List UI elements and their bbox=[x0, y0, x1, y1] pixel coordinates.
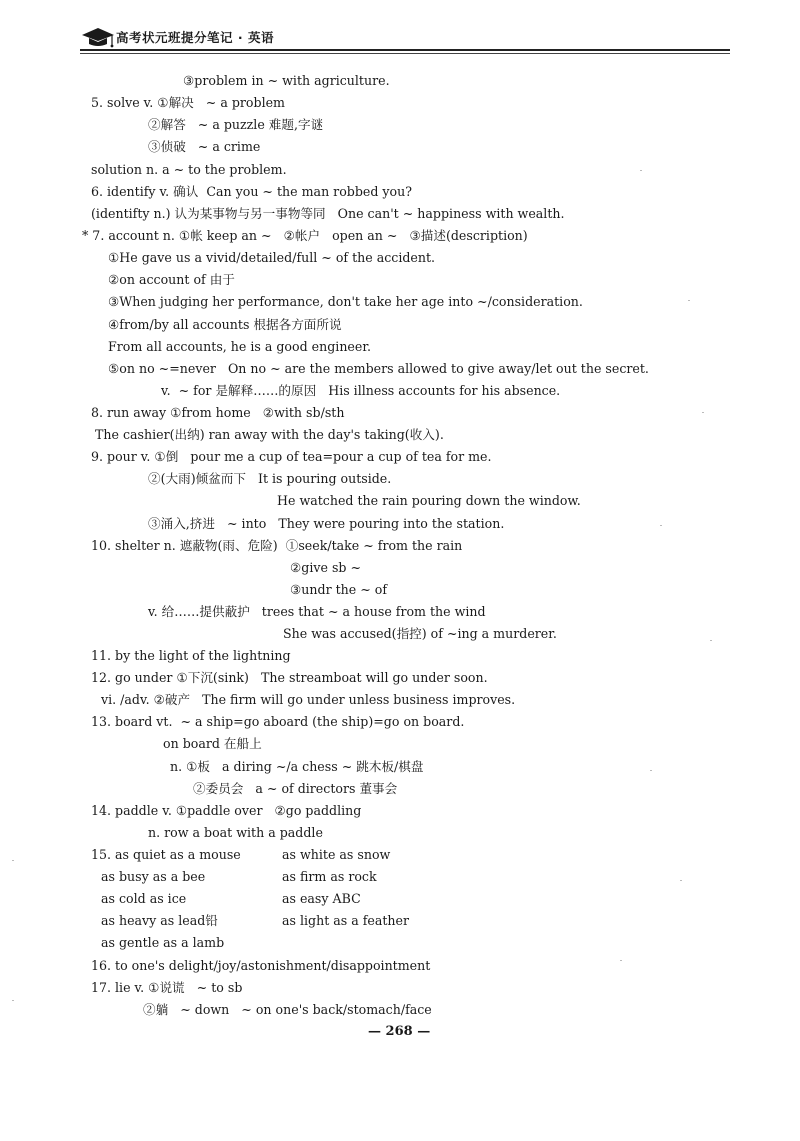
scan-speck bbox=[12, 860, 14, 861]
text-line: as light as a feather bbox=[282, 913, 410, 928]
scan-speck bbox=[660, 525, 662, 526]
text-line: ②on account of 由于 bbox=[108, 272, 235, 287]
page-number: — 268 — bbox=[368, 1024, 431, 1039]
entry-heading: 14. paddle v. ①paddle over ②go paddling bbox=[91, 803, 362, 818]
text-line: as easy ABC bbox=[282, 891, 361, 906]
text-line: ③problem in ~ with agriculture. bbox=[183, 73, 390, 88]
header-rule bbox=[80, 49, 730, 51]
text-line: (identifty n.) 认为某事物与另一事物等同 One can't ~ happiness with wealth. bbox=[91, 206, 565, 221]
text-line: n. ①板 a diring ~/a chess ~ 跳木板/棋盘 bbox=[170, 759, 424, 774]
text-line: ②解答 ~ a puzzle 难题,字谜 bbox=[148, 117, 324, 132]
text-line: vi. /adv. ②破产 The firm will go under unless business improves. bbox=[101, 692, 516, 707]
text-line: as heavy as lead铅 bbox=[101, 913, 218, 928]
scan-speck bbox=[640, 170, 642, 171]
text-line: ③undr the ~ of bbox=[290, 582, 388, 597]
text-line: The cashier(出纳) ran away with the day's taking(收入). bbox=[95, 427, 444, 442]
graduation-cap-icon bbox=[80, 26, 116, 48]
page-header bbox=[70, 22, 730, 52]
text-line: as busy as a bee bbox=[101, 869, 206, 884]
text-line: ②躺 ~ down ~ on one's back/stomach/face bbox=[143, 1002, 432, 1017]
text-line: ⑤on no ~=never On no ~ are the members allowed to give away/let out the secret. bbox=[108, 361, 649, 376]
scan-speck bbox=[12, 1000, 14, 1001]
entry-heading: 11. by the light of the lightning bbox=[91, 648, 291, 663]
header-title: 高考状元班提分笔记 · 英语 bbox=[116, 30, 274, 45]
text-line: She was accused(指控) of ~ing a murderer. bbox=[283, 626, 557, 641]
scan-speck bbox=[680, 880, 682, 881]
scan-speck bbox=[688, 300, 690, 301]
entry-heading: 13. board vt. ~ a ship=go aboard (the ship)=go on board. bbox=[91, 714, 465, 729]
text-line: ③When judging her performance, don't take her age into ~/consideration. bbox=[108, 294, 583, 309]
entry-heading: 16. to one's delight/joy/astonishment/disappointment bbox=[91, 958, 431, 973]
entry-heading: * 7. account n. ①帐 keep an ~ ②帐户 open an ~ ③描述(description) bbox=[82, 228, 528, 243]
text-line: ②(大雨)倾盆而下 It is pouring outside. bbox=[148, 471, 392, 486]
text-line: ③侦破 ~ a crime bbox=[148, 139, 261, 154]
scan-speck bbox=[702, 412, 704, 413]
entry-heading: 12. go under ①下沉(sink) The streamboat will go under soon. bbox=[91, 670, 488, 685]
text-line: solution n. a ~ to the problem. bbox=[91, 162, 287, 177]
header-rule-thin bbox=[80, 53, 730, 54]
text-line: n. row a boat with a paddle bbox=[148, 825, 323, 840]
text-line: as gentle as a lamb bbox=[101, 935, 225, 950]
text-line: as white as snow bbox=[282, 847, 391, 862]
text-line: v. 给……提供蔽护 trees that ~ a house from the wind bbox=[148, 604, 486, 619]
entry-heading: 17. lie v. ①说谎 ~ to sb bbox=[91, 980, 243, 995]
scan-speck bbox=[650, 770, 652, 771]
text-line: on board 在船上 bbox=[163, 736, 262, 751]
text-line: ②委员会 a ~ of directors 董事会 bbox=[193, 781, 398, 796]
text-line: v. ~ for 是解释……的原因 His illness accounts for his absence. bbox=[161, 383, 561, 398]
text-line: as cold as ice bbox=[101, 891, 187, 906]
scan-speck bbox=[710, 640, 712, 641]
text-line: ②give sb ~ bbox=[290, 560, 362, 575]
entry-heading: 5. solve v. ①解决 ~ a problem bbox=[91, 95, 285, 110]
scan-speck bbox=[620, 960, 622, 961]
text-line: ④from/by all accounts 根据各方面所说 bbox=[108, 317, 342, 332]
text-line: ①He gave us a vivid/detailed/full ~ of the accident. bbox=[108, 250, 436, 265]
entry-heading: 10. shelter n. 遮蔽物(雨、危险) ①seek/take ~ from the rain bbox=[91, 538, 463, 553]
entry-heading: 15. as quiet as a mouse bbox=[91, 847, 241, 862]
text-line: He watched the rain pouring down the window. bbox=[277, 493, 581, 508]
entry-heading: 8. run away ①from home ②with sb/sth bbox=[91, 405, 345, 420]
entry-heading: 9. pour v. ①倒 pour me a cup of tea=pour a cup of tea for me. bbox=[91, 449, 492, 464]
text-line: as firm as rock bbox=[282, 869, 377, 884]
text-line: From all accounts, he is a good engineer. bbox=[108, 339, 371, 354]
text-line: ③涌入,挤进 ~ into They were pouring into the station. bbox=[148, 516, 505, 531]
entry-heading: 6. identify v. 确认 Can you ~ the man robbed you? bbox=[91, 184, 412, 199]
